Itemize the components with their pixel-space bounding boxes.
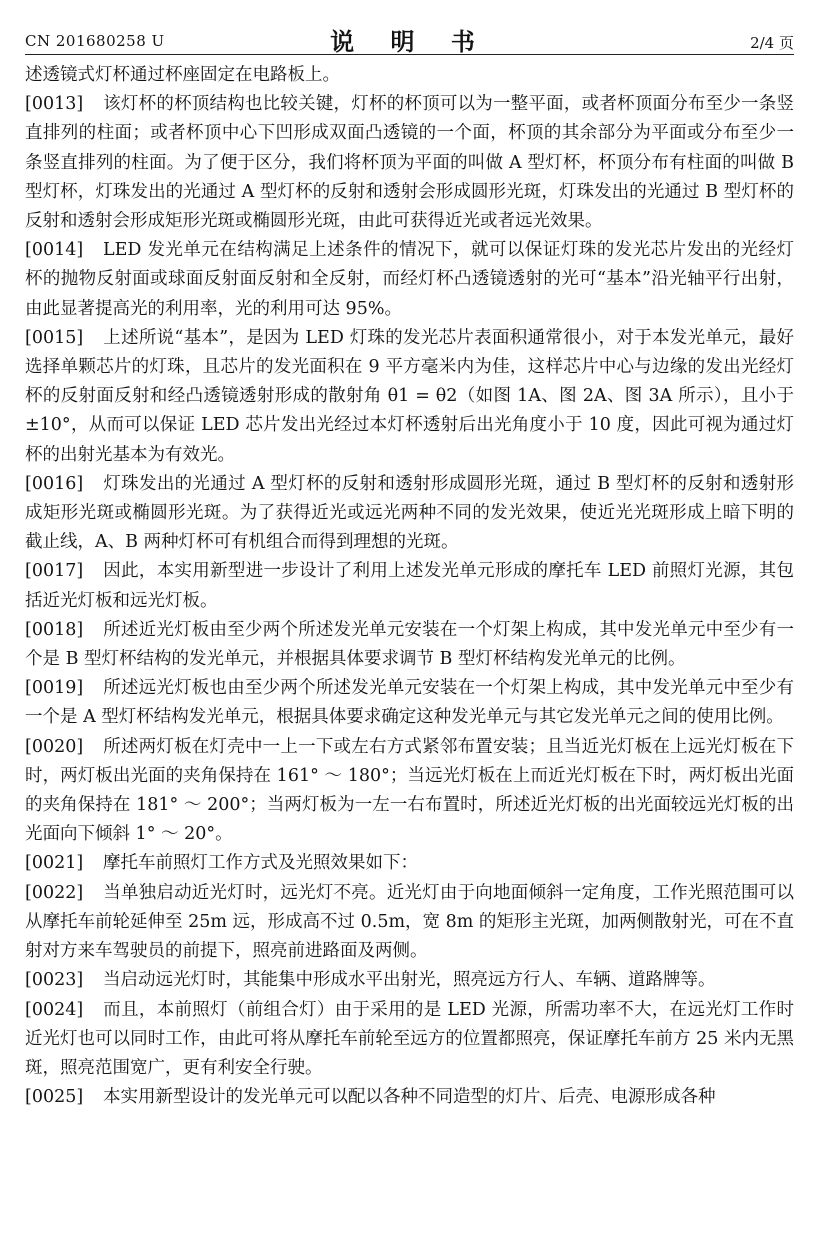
paragraph-number: [0024]	[25, 999, 84, 1020]
paragraph-number: [0021]	[25, 853, 84, 874]
paragraph-0014	[25, 236, 794, 324]
continued-line: 述透镜式灯杯通过杯座固定在电路板上。	[25, 65, 340, 85]
paragraph-text: LED 发光单元在结构满足上述条件的情况下，就可以保证灯珠的发光芯片发出的光经灯杯的抛物反射面或球面反射面反射和全反射，而经灯杯凸透镜透射的光可“基本”沿光轴平行出射，由此显著提高光的利用率，光的利用可达 95%。	[25, 240, 794, 319]
paragraph-text: 所述两灯板在灯壳中一上一下或左右方式紧邻布置安装；且当近光灯板在上远光灯板在下时，两灯板出光面的夹角保持在 161° ～ 180°；当远光灯板在上而近光灯板在下时，两灯板出光面的夹角保持在 181° ～ 200°；当两灯板为一左一右布置时，所述近光灯板的出光面较远光灯板的出光面向下倾斜 1° ～ 20°。	[25, 736, 794, 845]
paragraph-0016	[25, 470, 794, 558]
paragraph-text: 当启动远光灯时，其能集中形成水平出射光，照亮远方行人、车辆、道路牌等。	[103, 970, 716, 991]
paragraph-number: [0020]	[25, 736, 84, 757]
paragraph-number: [0017]	[25, 561, 84, 582]
paragraph-0021	[25, 849, 794, 878]
paragraph-0018	[25, 616, 794, 674]
document-body	[25, 55, 794, 1112]
patent-number: CN 201680258 U	[25, 32, 165, 50]
paragraph-text: 而且，本前照灯（前组合灯）由于采用的是 LED 光源，所需功率不大，在远光灯工作时近光灯也可以同时工作，由此可将从摩托车前轮至远方的位置都照亮，保证摩托车前方 25 米内无黑斑，照亮范围宽广，更有利安全行驶。	[25, 999, 794, 1078]
paragraph-0025	[25, 1083, 794, 1112]
paragraph-number: [0016]	[25, 473, 84, 494]
document-title: 说 明 书	[330, 28, 489, 56]
page-header	[25, 0, 794, 55]
paragraph-0022	[25, 879, 794, 967]
paragraph-text: 所述近光灯板由至少两个所述发光单元安装在一个灯架上构成，其中发光单元中至少有一个是 B 型灯杯结构的发光单元，并根据具体要求调节 B 型灯杯结构发光单元的比例。	[25, 619, 794, 670]
paragraph-number: [0023]	[25, 970, 84, 991]
paragraph-0023	[25, 966, 794, 995]
paragraph-text: 所述远光灯板也由至少两个所述发光单元安装在一个灯架上构成，其中发光单元中至少有一个是 A 型灯杯结构发光单元，根据具体要求确定这种发光单元与其它发光单元之间的使用比例。	[25, 678, 794, 728]
paragraph-number: [0022]	[25, 882, 84, 903]
paragraph-number: [0014]	[25, 240, 84, 261]
paragraph-text: 本实用新型设计的发光单元可以配以各种不同造型的灯片、后壳、电源形成各种	[103, 1087, 716, 1108]
paragraph-number: [0013]	[25, 94, 84, 115]
paragraph-text: 当单独启动近光灯时，远光灯不亮。近光灯由于向地面倾斜一定角度，工作光照范围可以从摩托车前轮延伸至 25m 远，形成高不过 0.5m，宽 8m 的矩形主光斑，加两侧散射光，可在不直射对方来车驾驶员的前提下，照亮前进路面及两侧。	[25, 882, 794, 962]
paragraph-0017	[25, 557, 794, 615]
paragraph-text: 该灯杯的杯顶结构也比较关键，灯杯的杯顶可以为一整平面，或者杯顶面分布至少一条竖直排列的柱面；或者杯顶中心下凹形成双面凸透镜的一个面，杯顶的其余部分为平面或分布至少一条竖直排列的柱面。为了便于区分，我们将杯顶为平面的叫做 A 型灯杯，杯顶分布有柱面的叫做 B 型灯杯，灯珠发出的光通过 A 型灯杯的反射和透射会形成圆形光斑，灯珠发出的光通过 B 型灯杯的反射和透射会形成矩形光斑或椭圆形光斑，由此可获得近光或者远光效果。	[25, 94, 794, 232]
paragraph-number: [0015]	[25, 327, 84, 348]
paragraph-0024	[25, 996, 794, 1084]
paragraph-number: [0018]	[25, 619, 84, 640]
paragraph-text: 摩托车前照灯工作方式及光照效果如下：	[103, 853, 418, 874]
paragraph-0013	[25, 90, 794, 236]
paragraph-text: 因此，本实用新型进一步设计了利用上述发光单元形成的摩托车 LED 前照灯光源，其包括近光灯板和远光灯板。	[25, 561, 794, 611]
paragraph-text: 上述所说“基本”，是因为 LED 灯珠的发光芯片表面积通常很小，对于本发光单元，最好选择单颗芯片的灯珠，且芯片的发光面积在 9 平方毫米内为佳，这样芯片中心与边缘的发出光经灯杯的反射面反射和经凸透镜透射形成的散射角 θ1 = θ2（如图 1A、图 2A、图 3A 所示），且小于 ±10°，从而可以保证 LED 芯片发出光经过本灯杯透射后出光角度小于 10 度，因此可视为通过灯杯的出射光基本为有效光。	[25, 327, 794, 465]
paragraph-0020	[25, 733, 794, 850]
page-number: 2/4 页	[750, 34, 794, 52]
paragraph-number: [0025]	[25, 1087, 84, 1108]
paragraph-0015	[25, 324, 794, 470]
paragraph-0019	[25, 674, 794, 732]
paragraph-number: [0019]	[25, 678, 84, 699]
paragraph-text: 灯珠发出的光通过 A 型灯杯的反射和透射形成圆形光斑，通过 B 型灯杯的反射和透射形成矩形光斑或椭圆形光斑。为了获得近光或远光两种不同的发光效果，使近光光斑形成上暗下明的截止线，A、B 两种灯杯可有机组合而得到理想的光斑。	[25, 473, 794, 553]
